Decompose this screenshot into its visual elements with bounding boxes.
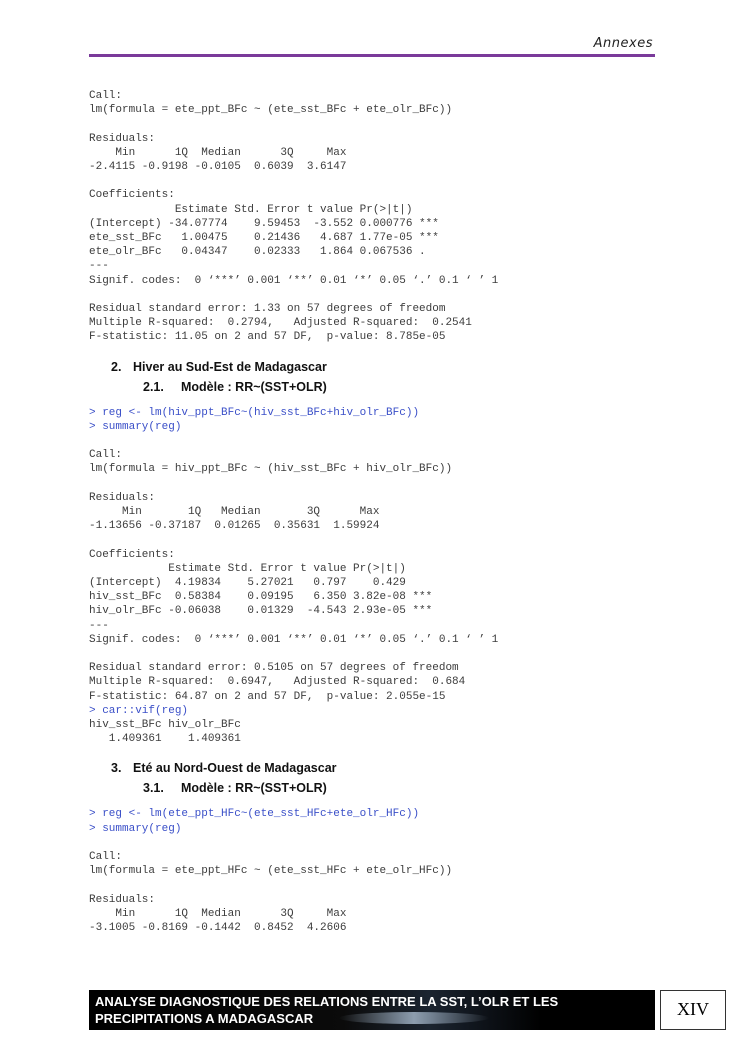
coefficients-ete-bfc: Coefficients: Estimate Std. Error t value Pr(>|t|) (Intercept) -34.07774 9.59453 -3.552 0.000776 *** ete_sst_BFc 1.00475 0.21436 4.687 1.77e-05 *** ete_olr_BFc 0.04347 0.02333 1.864 0.067536 . --- Signif. codes: 0 ‘***’ 0.001 ‘**’ 0.01 ‘*’ 0.05 ‘.’ 0.1 ‘ ’ 1	[89, 189, 499, 287]
command-ete-hfc-reg: > reg <- lm(ete_ppt_HFc~(ete_sst_HFc+ete_olr_HFc)) > summary(reg)	[89, 808, 420, 835]
subsection-heading-2-1: 2.1. Modèle : RR~(SST+OLR)	[143, 379, 327, 394]
summary-ete-bfc: Residual standard error: 1.33 on 57 degrees of freedom Multiple R-squared: 0.2794, Adjusted R-squared: 0.2541 F-statistic: 11.05 on 2 and 57 DF, p-value: 8.785e-05	[89, 303, 472, 344]
vif-output: hiv_sst_BFc hiv_olr_BFc 1.409361 1.409361	[89, 719, 241, 746]
subsection-heading-3-1: 3.1. Modèle : RR~(SST+OLR)	[143, 781, 327, 796]
footer-title-line-2: PRECIPITATIONS A MADAGASCAR	[95, 1011, 314, 1026]
section-heading-3: 3. Eté au Nord-Ouest de Madagascar	[111, 761, 337, 776]
call-ete-bfc: Call: lm(formula = ete_ppt_BFc ~ (ete_sst_BFc + ete_olr_BFc))	[89, 90, 453, 117]
command-vif: > car::vif(reg)	[89, 704, 189, 717]
section-heading-2: 2. Hiver au Sud-Est de Madagascar	[111, 359, 327, 374]
coefficients-hiv-bfc: Coefficients: Estimate Std. Error t value Pr(>|t|) (Intercept) 4.19834 5.27021 0.797 0.429 hiv_sst_BFc 0.58384 0.09195 6.350 3.82e-08 *** hiv_olr_BFc -0.06038 0.01329 -4.543 2.93e-05 *** --- Signif. codes: 0 ‘***’ 0.001 ‘**’ 0.01 ‘*’ 0.05 ‘.’ 0.1 ‘ ’ 1	[89, 548, 499, 646]
call-hiv-bfc: Call: lm(formula = hiv_ppt_BFc ~ (hiv_sst_BFc + hiv_olr_BFc))	[89, 449, 453, 476]
main-content	[89, 89, 659, 935]
residuals-ete-hfc: Residuals: Min 1Q Median 3Q Max -3.1005 -0.8169 -0.1442 0.8452 4.2606	[89, 893, 347, 935]
command-hiv-reg: > reg <- lm(hiv_ppt_BFc~(hiv_sst_BFc+hiv_olr_BFc)) > summary(reg)	[89, 406, 420, 433]
call-ete-hfc: Call: lm(formula = ete_ppt_HFc ~ (ete_sst_HFc + ete_olr_HFc))	[89, 851, 453, 878]
residuals-ete-bfc: Residuals: Min 1Q Median 3Q Max -2.4115 -0.9198 -0.0105 0.6039 3.6147	[89, 132, 347, 173]
footer-banner	[89, 990, 655, 1030]
footer-title-line-1: ANALYSE DIAGNOSTIQUE DES RELATIONS ENTRE LA SST, L’OLR ET LES	[95, 994, 559, 1009]
header-title: Annexes	[593, 36, 653, 51]
residuals-hiv-bfc: Residuals: Min 1Q Median 3Q Max -1.13656 -0.37187 0.01265 0.35631 1.59924	[89, 491, 380, 533]
page-number: XIV	[660, 990, 726, 1030]
summary-hiv-bfc: Residual standard error: 0.5105 on 57 degrees of freedom Multiple R-squared: 0.6947, Adjusted R-squared: 0.684 F-statistic: 64.87 on 2 and 57 DF, p-value: 2.055e-15	[89, 662, 466, 703]
header-rule	[89, 54, 655, 57]
